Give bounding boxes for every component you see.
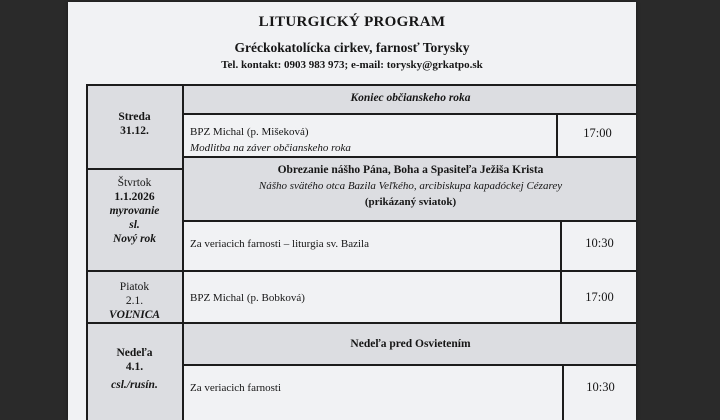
day-name: Piatok bbox=[119, 281, 150, 293]
program-title: LITURGICKÝ PROGRAM bbox=[258, 14, 446, 30]
day-date: 1.1.2026 bbox=[114, 191, 155, 203]
day-note: Nový rok bbox=[112, 233, 157, 245]
service-line: Za veriacich farnosti – liturgia sv. Bazila bbox=[190, 238, 369, 250]
day-name: Štvrtok bbox=[117, 177, 152, 189]
service-time: 17:00 bbox=[585, 290, 614, 304]
table-border bbox=[183, 156, 636, 158]
feast-title: Koniec občianskeho roka bbox=[350, 92, 471, 104]
day-date: 2.1. bbox=[125, 295, 144, 307]
service-line: BPZ Michal (p. Bobková) bbox=[190, 292, 305, 304]
feast-cell bbox=[183, 162, 636, 210]
day-note: csl./rusín. bbox=[111, 379, 158, 391]
day-cell bbox=[86, 346, 183, 392]
day-date: 4.1. bbox=[125, 361, 144, 373]
liturgical-program-sheet bbox=[68, 2, 636, 420]
table-border bbox=[86, 168, 183, 170]
feast-title: Obrezanie nášho Pána, Boha a Spasiteľa Ježiša Krista bbox=[277, 164, 544, 176]
day-cell bbox=[86, 110, 183, 138]
day-cell bbox=[86, 176, 183, 246]
service-line: Modlitba na záver občianskeho roka bbox=[190, 142, 351, 154]
feast-subtitle: Nášho svätého otca Bazila Veľkého, arcibiskupa kapadóckej Cézarey bbox=[258, 180, 563, 192]
day-cell bbox=[86, 280, 183, 322]
feast-title: Nedeľa pred Osvietením bbox=[350, 338, 471, 350]
contact-line: Tel. kontakt: 0903 983 973; e-mail: torysky@grkatpo.sk bbox=[221, 59, 483, 71]
day-name: Nedeľa bbox=[116, 347, 153, 359]
day-note: myrovanie bbox=[109, 205, 160, 217]
service-time: 10:30 bbox=[585, 236, 614, 250]
service-cell bbox=[190, 124, 550, 156]
parish-subtitle: Gréckokatolícka cirkev, farnosť Torysky bbox=[234, 40, 470, 55]
day-note: sl. bbox=[129, 219, 140, 231]
day-name: Streda bbox=[118, 111, 151, 123]
service-line: BPZ Michal (p. Mišeková) bbox=[190, 126, 309, 138]
table-border bbox=[183, 220, 636, 222]
table-border bbox=[86, 322, 636, 324]
day-note: VOĽNICA bbox=[108, 309, 161, 321]
service-time: 10:30 bbox=[586, 380, 615, 394]
service-line: Za veriacich farnosti bbox=[190, 382, 282, 394]
schedule-table bbox=[86, 84, 636, 420]
table-border bbox=[183, 364, 636, 366]
table-border bbox=[183, 113, 636, 115]
day-date: 31.12. bbox=[120, 125, 149, 137]
table-border bbox=[86, 84, 636, 86]
table-border bbox=[86, 270, 636, 272]
service-time: 17:00 bbox=[583, 126, 612, 140]
feast-note: (prikázaný sviatok) bbox=[364, 196, 457, 208]
